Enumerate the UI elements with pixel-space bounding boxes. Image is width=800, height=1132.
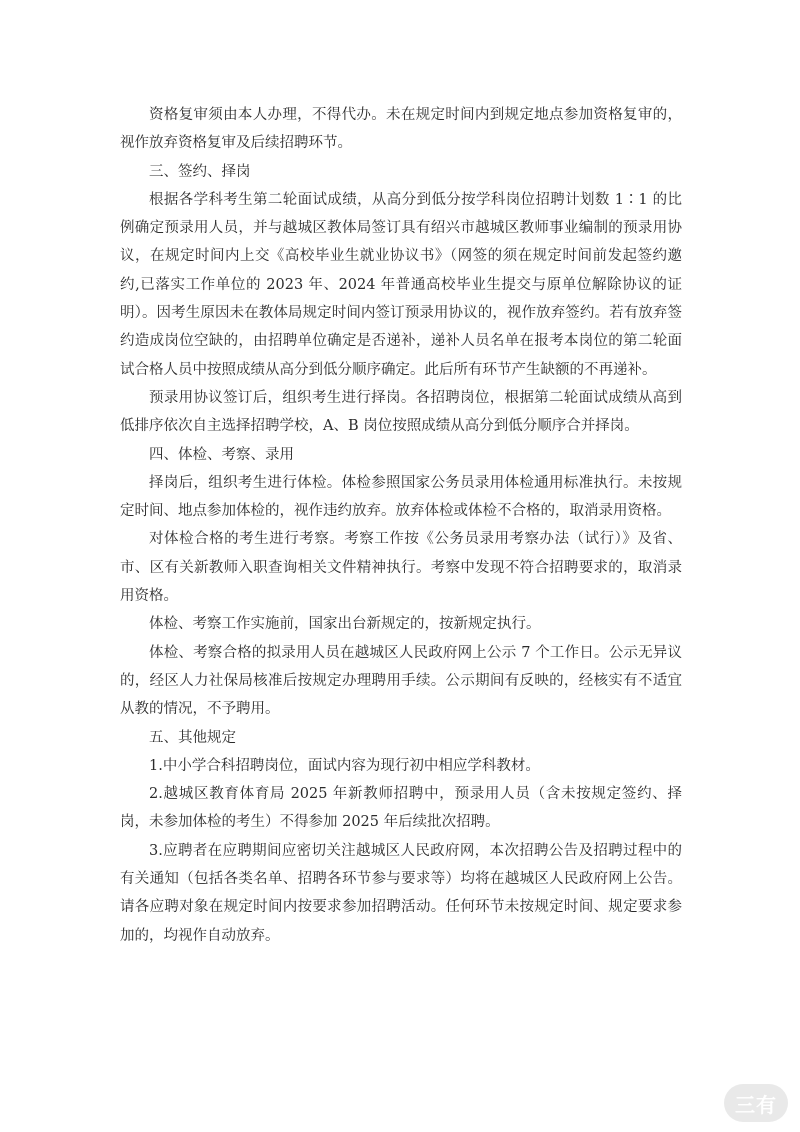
section-heading-other: 五、其他规定 <box>149 729 236 746</box>
list-item-3: 3.应聘者在应聘期间应密切关注越城区人民政府网，本次招聘公告及招聘过程中的有关通知（包括各类名单、招聘各环节参与要求等）均将在越城区人民政府网上公告。请各应聘对象在规定时间内按要求参加招聘活动。任何环节未按规定时间、规定要求参加的，均视作自动放弃。 <box>120 842 682 944</box>
document-body <box>120 101 682 950</box>
list-item-1: 1.中小学合科招聘岗位，面试内容为现行初中相应学科教材。 <box>149 757 540 774</box>
paragraph-new-regulations: 体检、考察工作实施前，国家出台新规定的，按新规定执行。 <box>149 616 541 633</box>
watermark-logo <box>724 1084 788 1122</box>
paragraph-medical-exam: 择岗后，组织考生进行体检。体检参照国家公务员录用体检通用标准执行。未按规定时间、地点参加体检的，视作违约放弃。放弃体检或体检不合格的，取消录用资格。 <box>120 474 682 520</box>
paragraph-signing-rules: 根据各学科考生第二轮面试成绩，从高分到低分按学科岗位招聘计划数 1∶1 的比例确定预录用人员，并与越城区教体局签订具有绍兴市越城区教师事业编制的预录用协议，在规定时间内上交《高校毕业生就业协议书》（网签的须在规定时间前发起签约邀约,已落实工作单位的 2023 年、2024 年普通高校毕业生提交与原单位解除协议的证明）。因考生原因未在教体局规定时间内签订预录用协议的，视作放弃签约。若有放弃签约造成岗位空缺的，由招聘单位确定是否递补，递补人员名单在报考本岗位的第二轮面试合格人员中按照成绩从高分到低分顺序确定。此后所有环节产生缺额的不再递补。 <box>120 191 682 378</box>
section-heading-medical: 四、体检、考察、录用 <box>149 446 294 463</box>
paragraph-review-notice: 资格复审须由本人办理，不得代办。未在规定时间内到规定地点参加资格复审的，视作放弃资格复审及后续招聘环节。 <box>120 107 682 152</box>
section-heading-signing: 三、签约、择岗 <box>149 163 251 180</box>
paragraph-publicity: 体检、考察合格的拟录用人员在越城区人民政府网上公示 7 个工作日。公示无异议的，经区人力社保局核准后按规定办理聘用手续。公示期间有反映的，经核实有不适宜从教的情况，不予聘用。 <box>120 644 682 718</box>
paragraph-inspection: 对体检合格的考生进行考察。考察工作按《公务员录用考察办法（试行）》及省、市、区有关新教师入职查询相关文件精神执行。考察中发现不符合招聘要求的，取消录用资格。 <box>120 531 682 605</box>
watermark-text: 三有 <box>735 1092 777 1117</box>
paragraph-post-selection: 预录用协议签订后，组织考生进行择岗。各招聘岗位，根据第二轮面试成绩从高到低排序依次自主选择招聘学校，A、B 岗位按照成绩从高分到低分顺序合并择岗。 <box>120 389 682 435</box>
list-item-2: 2.越城区教育体育局 2025 年新教师招聘中，预录用人员（含未按规定签约、择岗，未参加体检的考生）不得参加 2025 年后续批次招聘。 <box>120 786 682 831</box>
